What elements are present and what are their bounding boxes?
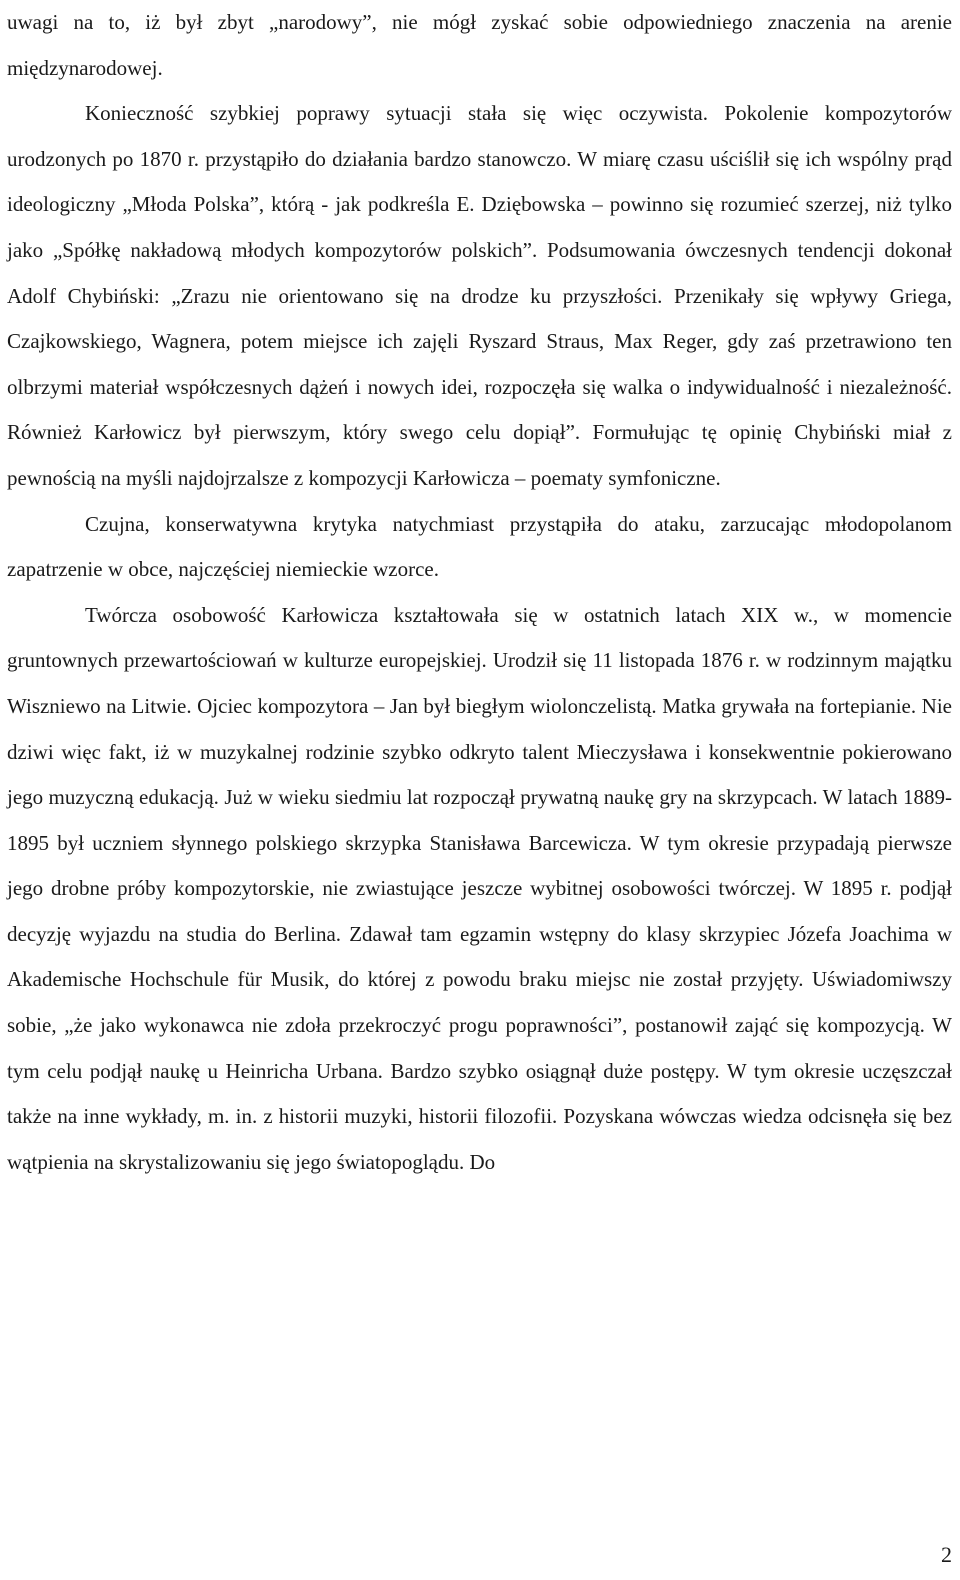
paragraph-young-poland: Konieczność szybkiej poprawy sytuacji stała się więc oczywista. Pokolenie kompozytorów urodzonych po 1870 r. przystąpiło do działania bardzo stanowczo. W miarę czasu uściślił się ich wspólny prąd ideologiczny „Młoda Polska”, którą - jak podkreśla E. Dziębowska – powinno się rozumieć szerzej, niż tylko jako „Spółkę nakładową młodych kompozytorów polskich”. Podsumowania ówczesnych tendencji dokonał Adolf Chybiński: „Zrazu nie orientowano się na drodze ku przyszłości. Przenikały się wpływy Griega, Czajkowskiego, Wagnera, potem miejsce ich zajęli Ryszard Straus, Max Reger, gdy zaś przetrawiono ten olbrzymi materiał współczesnych dążeń i nowych idei, rozpoczęła się walka o indywidualność i niezależność. Również Karłowicz był pierwszym, który swego celu dopiął”. Formułując tę opinię Chybiński miał z pewnością na myśli najdojrzalsze z kompozycji Karłowicza – poematy symfoniczne.	[7, 101, 952, 490]
paragraph-karlowicz-biography: Twórcza osobowość Karłowicza kształtowała się w ostatnich latach XIX w., w momencie gruntownych przewartościowań w kulturze europejskiej. Urodził się 11 listopada 1876 r. w rodzinnym majątku Wiszniewo na Litwie. Ojciec kompozytora – Jan był biegłym wiolonczelistą. Matka grywała na fortepianie. Nie dziwi więc fakt, iż w muzykalnej rodzinie szybko odkryto talent Mieczysława i konsekwentnie pokierowano jego muzyczną edukacją. Już w wieku siedmiu lat rozpoczął prywatną naukę gry na skrzypcach. W latach 1889-1895 był uczniem słynnego polskiego skrzypka Stanisława Barcewicza. W tym okresie przypadają pierwsze jego drobne próby kompozytorskie, nie zwiastujące jeszcze wybitnej osobowości twórczej. W 1895 r. podjął decyzję wyjazdu na studia do Berlina. Zdawał tam egzamin wstępny do klasy skrzypiec Józefa Joachima w Akademische Hochschule für Musik, do której z powodu braku miejsc nie został przyjęty. Uświadomiwszy sobie, „że jako wykonawca nie zdoła przekroczyć progu poprawności”, postanowił zająć się kompozycją. W tym celu podjął naukę u Heinricha Urbana. Bardzo szybko osiągnął duże postępy. W tym okresie uczęszczał także na inne wykłady, m. in. z historii muzyki, historii filozofii. Pozyskana wówczas wiedza odcisnęła się bez wątpienia na skrystalizowaniu się jego światopoglądu. Do	[7, 602, 952, 1174]
paragraph-continuation: uwagi na to, iż był zbyt „narodowy”, nie mógł zyskać sobie odpowiedniego znaczenia na arenie międzynarodowej.	[7, 10, 952, 80]
page-number: 2	[941, 1542, 952, 1567]
document-page	[7, 0, 952, 1185]
paragraph-criticism: Czujna, konserwatywna krytyka natychmiast przystąpiła do ataku, zarzucając młodopolanom zapatrzenie w obce, najczęściej niemieckie wzorce.	[7, 511, 952, 582]
document-body	[7, 0, 952, 1185]
